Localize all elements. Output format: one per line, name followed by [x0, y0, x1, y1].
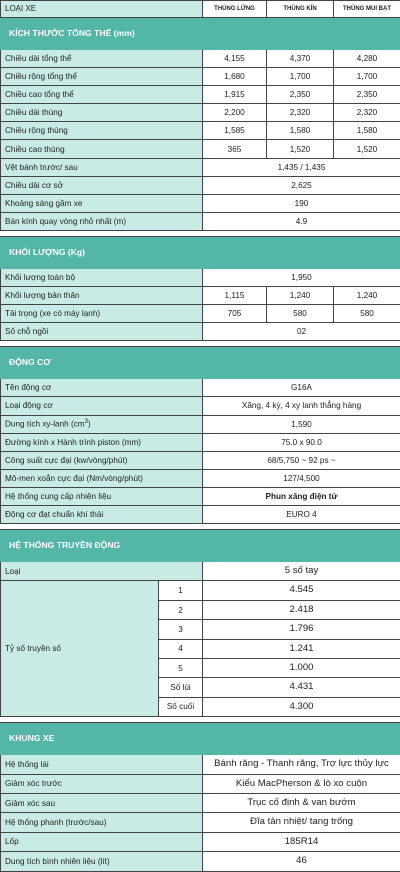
gear-ratio-value: 4.431	[203, 678, 400, 697]
spec-value: 46	[203, 852, 400, 871]
spec-value: 68/5,750 ~ 92 ps ~	[203, 451, 400, 469]
spec-label-text: Dung tích xy-lanh (cm	[5, 420, 85, 429]
section-title: KHỐI LƯỢNG (Kg)	[1, 236, 400, 268]
column-header: THÙNG KÍN	[267, 1, 334, 18]
spec-label	[1, 433, 203, 451]
spec-value: 2,320	[267, 104, 334, 122]
spec-value: 2,350	[334, 86, 400, 104]
spec-label-text: Bán kính quay vòng nhỏ nhất (m)	[5, 217, 126, 226]
spec-value: 1,700	[267, 68, 334, 86]
section-title: HỆ THỐNG TRUYỀN ĐỘNG	[1, 530, 400, 562]
spec-label	[1, 487, 203, 505]
section-title: KHUNG XE	[1, 723, 400, 755]
gear-ratio-value: 1.241	[203, 639, 400, 658]
gear-ratio-label: Tỷ số truyền số	[1, 581, 159, 717]
spec-label	[1, 451, 203, 469]
spec-label-text: Đường kính x Hành trình piston (mm)	[5, 438, 141, 447]
spec-value: 1,585	[203, 122, 267, 140]
spec-value: 1,115	[203, 287, 267, 305]
spec-label	[1, 774, 203, 793]
spec-label-text: Chiều rộng thùng	[5, 126, 68, 135]
spec-label	[1, 212, 203, 230]
spec-label-text: Tải trọng (xe có máy lạnh)	[5, 309, 100, 318]
spec-label-text: Hệ thống cung cấp nhiên liệu	[5, 492, 111, 501]
spec-value: 1,520	[267, 140, 334, 158]
spec-value: 2,200	[203, 104, 267, 122]
gear-number: 2	[159, 600, 203, 619]
header-label: LOẠI XE	[1, 1, 203, 18]
section-title-row	[1, 347, 400, 379]
spec-label	[1, 793, 203, 812]
spec-value: 02	[203, 323, 400, 341]
spec-value: 1,580	[267, 122, 334, 140]
spec-label-text: Hệ thống phanh (trước/sau)	[5, 818, 106, 827]
spec-row	[1, 122, 400, 140]
spec-value: 5 số tay	[203, 562, 400, 581]
spec-label-text: Vệt bánh trước/ sau	[5, 163, 78, 172]
spec-value: 1,700	[334, 68, 400, 86]
gear-number: 1	[159, 581, 203, 600]
spec-row	[1, 813, 400, 832]
spec-label	[1, 755, 203, 774]
spec-value: Kiểu MacPherson & lò xo cuộn	[203, 774, 400, 793]
spec-row	[1, 397, 400, 415]
spec-label-text: Khoảng sáng gầm xe	[5, 199, 82, 208]
spec-value: 1,240	[334, 287, 400, 305]
spec-row	[1, 194, 400, 212]
spec-row	[1, 451, 400, 469]
spec-value: 4,280	[334, 50, 400, 68]
spec-value: 4,370	[267, 50, 334, 68]
spec-value: Phun xăng điện tử	[203, 487, 400, 505]
spec-label	[1, 415, 203, 433]
spec-value: 580	[267, 305, 334, 323]
spec-row	[1, 755, 400, 774]
spec-value: 1,520	[334, 140, 400, 158]
spec-label-text: Công suất cực đại (kw/vòng/phút)	[5, 456, 127, 465]
spec-row	[1, 433, 400, 451]
spec-label-text: Loại	[5, 567, 20, 576]
spec-value: Bánh răng - Thanh răng, Trợ lực thủy lực	[203, 755, 400, 774]
spec-row	[1, 323, 400, 341]
spec-label	[1, 813, 203, 832]
spec-label	[1, 852, 203, 871]
spec-label	[1, 397, 203, 415]
spec-row	[1, 415, 400, 433]
spec-value: 1,950	[203, 268, 400, 286]
spec-label-text: Khối lượng toàn bộ	[5, 273, 75, 282]
spec-label-text: Số chỗ ngồi	[5, 327, 48, 336]
spec-label	[1, 469, 203, 487]
spec-value: 705	[203, 305, 267, 323]
spec-value: 75.0 x 90.0	[203, 433, 400, 451]
spec-row	[1, 287, 400, 305]
section-title: KÍCH THƯỚC TỔNG THỂ (mm)	[1, 18, 400, 50]
gear-number: Số cuối	[159, 697, 203, 716]
spec-value: 1,680	[203, 68, 267, 86]
spec-label	[1, 305, 203, 323]
section-title-row	[1, 236, 400, 268]
spec-row	[1, 212, 400, 230]
spec-label-text: Chiều dài thùng	[5, 108, 62, 117]
spec-label-text: Chiều cao tổng thể	[5, 90, 74, 99]
spec-label-text: Chiều dài cơ sở	[5, 181, 63, 190]
spec-label-sup: 3	[85, 419, 88, 425]
spec-row	[1, 852, 400, 871]
spec-value: 1,590	[203, 415, 400, 433]
section-title-row	[1, 530, 400, 562]
spec-label-text: Loại động cơ	[5, 401, 53, 410]
spec-value: 1,240	[267, 287, 334, 305]
spec-value: 190	[203, 194, 400, 212]
column-header: THÙNG MUI BẠT	[334, 1, 400, 18]
spec-value: 4,155	[203, 50, 267, 68]
spec-label	[1, 86, 203, 104]
spec-row	[1, 305, 400, 323]
header-row	[1, 1, 400, 18]
spec-label-text: Giảm xóc sau	[5, 799, 55, 808]
spec-label	[1, 287, 203, 305]
section-title: ĐỘNG CƠ	[1, 347, 400, 379]
spec-value: Xăng, 4 kỳ, 4 xy lanh thẳng hàng	[203, 397, 400, 415]
spec-row	[1, 158, 400, 176]
gear-ratio-value: 1.796	[203, 620, 400, 639]
spec-row	[1, 469, 400, 487]
spec-label	[1, 158, 203, 176]
spec-row	[1, 50, 400, 68]
spec-row	[1, 176, 400, 194]
spec-label	[1, 68, 203, 86]
spec-label-text: Động cơ đạt chuẩn khí thải	[5, 510, 103, 519]
spec-label	[1, 562, 203, 581]
spec-label-text: Lốp	[5, 837, 19, 846]
spec-value: 365	[203, 140, 267, 158]
spec-row	[1, 140, 400, 158]
spec-label	[1, 176, 203, 194]
spec-label-text: Tên động cơ	[5, 383, 51, 392]
spec-label-text: Mô-men xoắn cực đại (Nm/vòng/phút)	[5, 474, 143, 483]
spec-label	[1, 268, 203, 286]
spec-row	[1, 487, 400, 505]
spec-value: 2,320	[334, 104, 400, 122]
gear-ratio-value: 1.000	[203, 659, 400, 678]
spec-row	[1, 562, 400, 581]
spec-label-text: Chiều rộng tổng thể	[5, 72, 77, 81]
spec-row	[1, 774, 400, 793]
spec-value: 185R14	[203, 832, 400, 851]
spec-row	[1, 104, 400, 122]
spec-label-text: Dung tích bình nhiên liệu (lít)	[5, 857, 110, 866]
spec-value: 1,435 / 1,435	[203, 158, 400, 176]
spec-label	[1, 140, 203, 158]
gear-ratio-value: 2.418	[203, 600, 400, 619]
spec-label-text: Chiều dài tổng thể	[5, 54, 71, 63]
spec-label	[1, 104, 203, 122]
spec-label	[1, 122, 203, 140]
gear-ratio-value: 4.300	[203, 697, 400, 716]
spec-label	[1, 50, 203, 68]
section-title-row	[1, 18, 400, 50]
spec-row	[1, 505, 400, 523]
spec-label-text: Giảm xóc trước	[5, 779, 62, 788]
spec-label	[1, 323, 203, 341]
gear-ratio-value: 4.545	[203, 581, 400, 600]
spec-value: EURO 4	[203, 505, 400, 523]
spec-label-text: Chiều cao thùng	[5, 145, 65, 154]
section-title-row	[1, 723, 400, 755]
spec-label	[1, 379, 203, 397]
spec-row	[1, 268, 400, 286]
gear-number: 4	[159, 639, 203, 658]
spec-row	[1, 68, 400, 86]
spec-value: G16A	[203, 379, 400, 397]
spec-value: 4.9	[203, 212, 400, 230]
spec-value: 2,350	[267, 86, 334, 104]
spec-value: 1,915	[203, 86, 267, 104]
spec-label-end: )	[88, 420, 91, 429]
spec-row	[1, 793, 400, 812]
spec-label-text: Hệ thống lái	[5, 760, 49, 769]
spec-label-text: Khối lượng bản thân	[5, 291, 80, 300]
gear-row	[1, 581, 400, 600]
spec-row	[1, 86, 400, 104]
spec-label	[1, 505, 203, 523]
spec-value: Đĩa tản nhiệt/ tang trống	[203, 813, 400, 832]
spec-value: 2,625	[203, 176, 400, 194]
column-header: THÙNG LỬNG	[203, 1, 267, 18]
spec-value: 1,580	[334, 122, 400, 140]
spec-value: 580	[334, 305, 400, 323]
gear-number: 3	[159, 620, 203, 639]
spec-row	[1, 379, 400, 397]
spec-label	[1, 194, 203, 212]
gear-number: 5	[159, 659, 203, 678]
spec-value: 127/4,500	[203, 469, 400, 487]
gear-number: Số lùi	[159, 678, 203, 697]
spec-value: Trục cố định & van bướm	[203, 793, 400, 812]
